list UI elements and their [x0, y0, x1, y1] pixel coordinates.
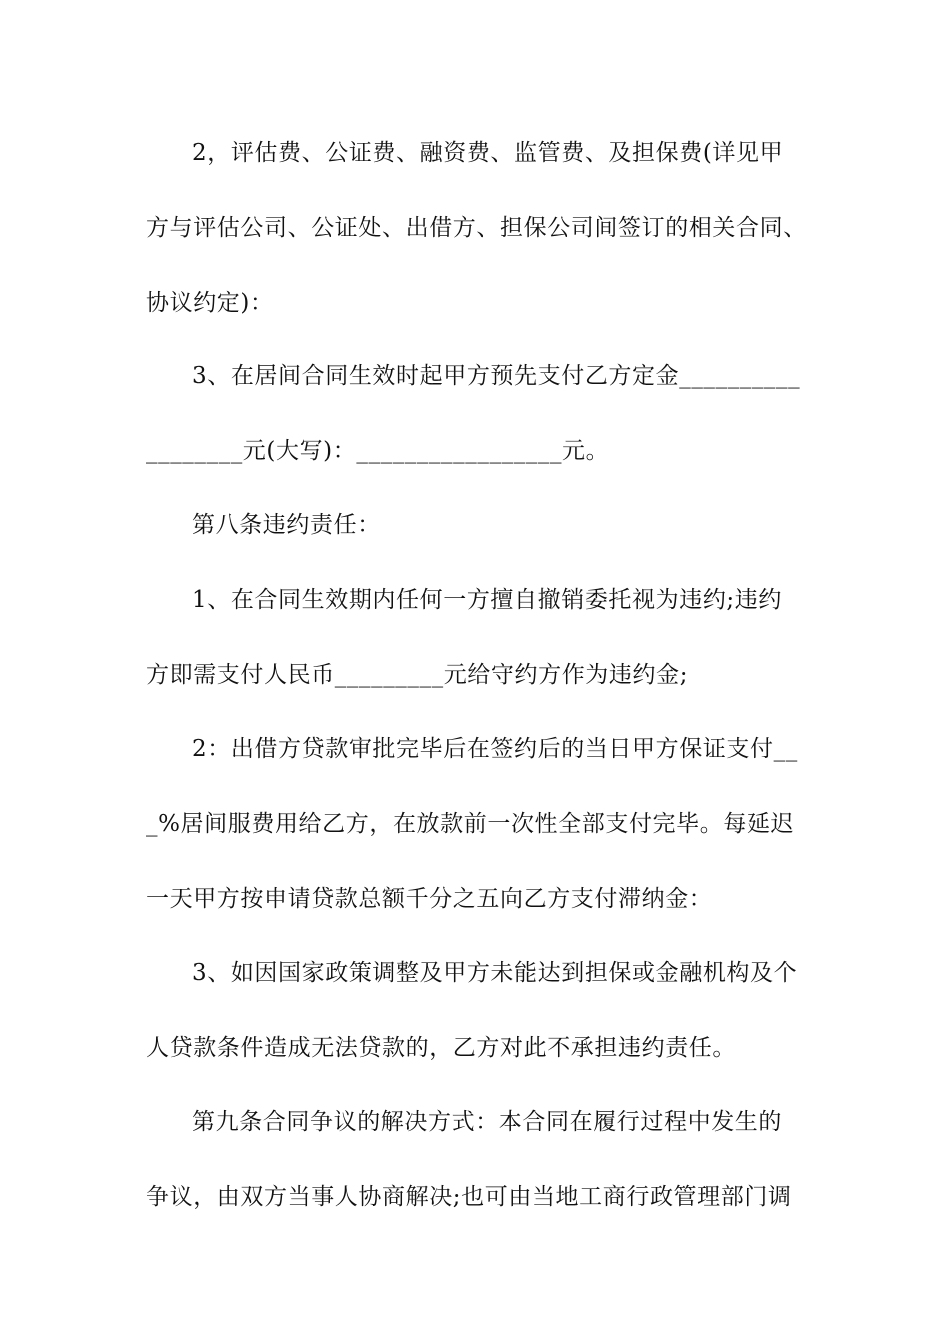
text-line: 一天甲方按申请贷款总额千分之五向乙方支付滞纳金： [146, 886, 713, 912]
text-line: 争议，由双方当事人协商解决;也可由当地工商行政管理部门调 [146, 1184, 792, 1210]
text-line: 3、如因国家政策调整及甲方未能达到担保或金融机构及个 [192, 960, 798, 986]
text-line: 方与评估公司、公证处、出借方、担保公司间签订的相关合同、 [146, 215, 807, 241]
text-line: 2，评估费、公证费、融资费、监管费、及担保费(详见甲 [192, 140, 784, 166]
text-line: 协议约定)： [146, 290, 274, 316]
text-line: 人贷款条件造成无法贷款的，乙方对此不承担违约责任。 [146, 1035, 736, 1061]
text-line: ________元(大写)：_________________元。 [146, 438, 610, 464]
section-heading: 第八条违约责任： [192, 512, 381, 538]
text-line: 2：出借方贷款审批完毕后在签约后的当日甲方保证支付__ [192, 736, 798, 762]
text-line: 1、在合同生效期内任何一方擅自撤销委托视为违约;违约 [192, 587, 782, 613]
text-line: 方即需支付人民币_________元给守约方作为违约金; [146, 662, 689, 688]
text-line: _%居间服费用给乙方，在放款前一次性全部支付完毕。每延迟 [146, 811, 795, 837]
text-line: 3、在居间合同生效时起甲方预先支付乙方定金__________ [192, 363, 801, 389]
section-heading: 第九条合同争议的解决方式：本合同在履行过程中发生的 [192, 1109, 782, 1135]
